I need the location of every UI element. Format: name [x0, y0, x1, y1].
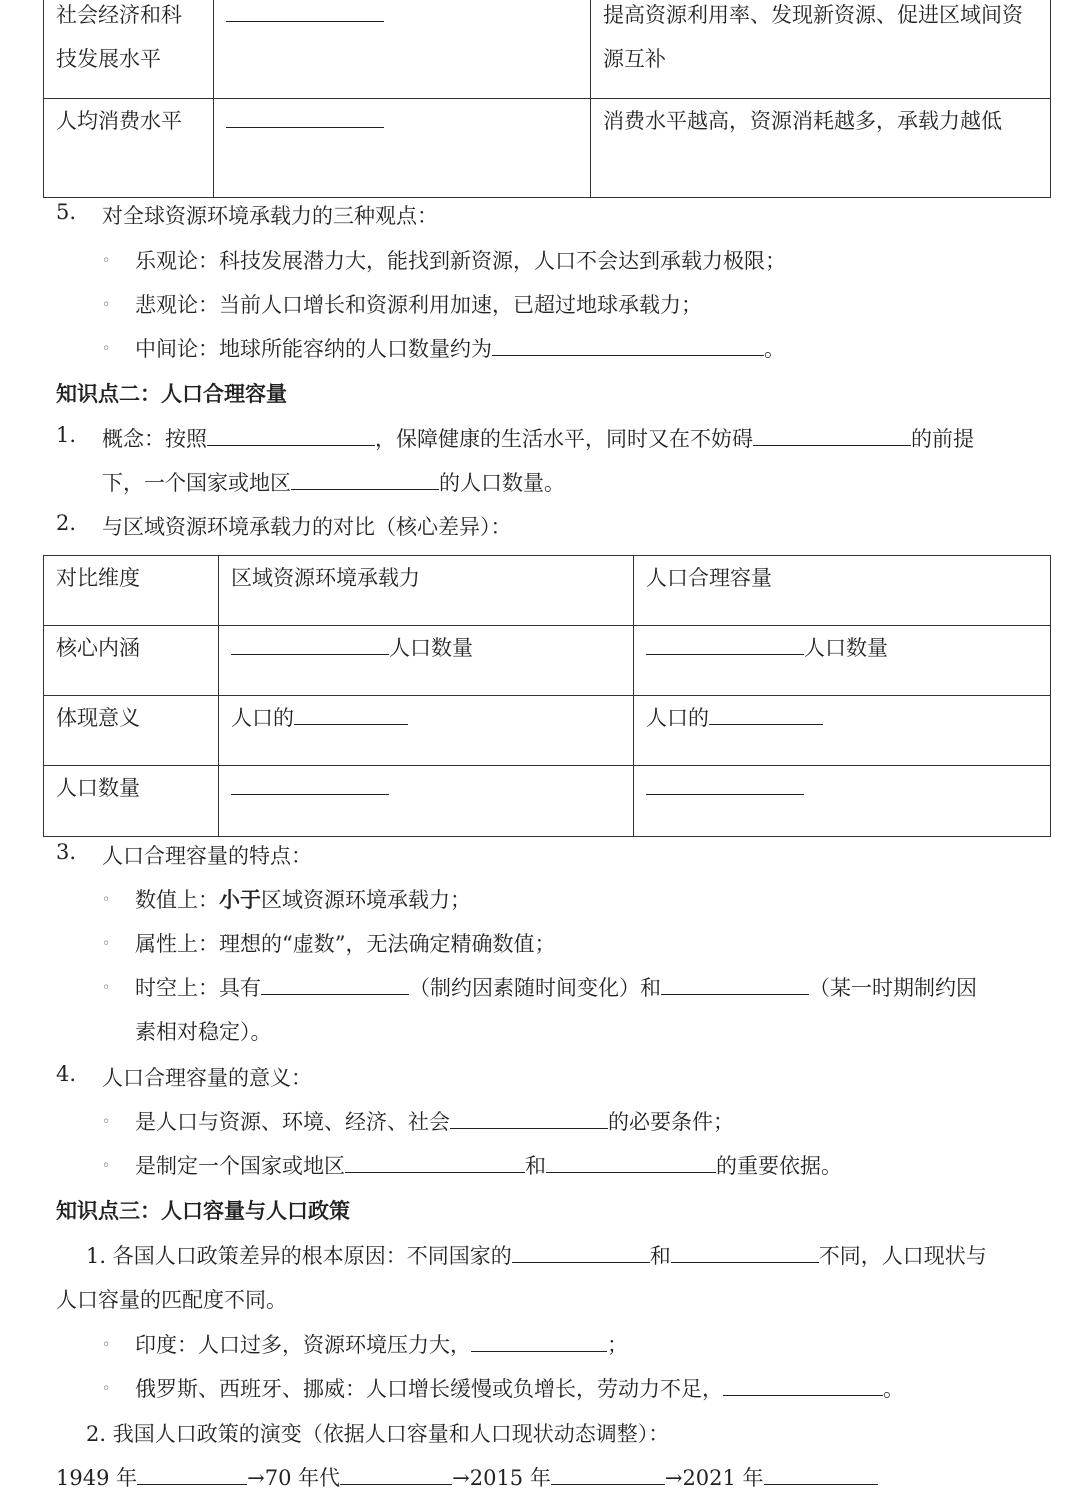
answer-blank[interactable] — [646, 774, 804, 795]
answer-blank[interactable] — [753, 425, 911, 446]
table-row — [44, 0, 1051, 99]
table-row — [44, 626, 1051, 696]
section-5-number: 5. — [56, 200, 77, 224]
answer-blank[interactable] — [450, 1108, 608, 1129]
item-number: 4. — [56, 1062, 77, 1086]
table-header: 人口合理容量 — [634, 556, 1051, 626]
table-header: 区域资源环境承载力 — [219, 556, 634, 626]
feature-attribute: 属性上：理想的“虚数”，无法确定精确数值； — [135, 932, 556, 956]
section-5-title: 对全球资源环境承载力的三种观点： — [102, 204, 438, 228]
feature-spacetime-cont: 素相对稳定）。 — [135, 1020, 272, 1044]
answer-blank[interactable] — [546, 1152, 716, 1173]
answer-blank[interactable] — [345, 1152, 525, 1173]
row-label: 人口数量 — [44, 766, 219, 837]
effect-cell: 提高资源利用率、发现新资源、促进区域间资源互补 — [591, 0, 1051, 99]
answer-blank[interactable] — [551, 1464, 665, 1485]
answer-blank[interactable] — [137, 1464, 247, 1485]
table-row — [44, 696, 1051, 766]
answer-blank[interactable] — [764, 1464, 878, 1485]
answer-blank[interactable] — [231, 634, 389, 655]
bullet-icon: ◦ — [102, 1337, 111, 1353]
china-policy-title: 2. 我国人口政策的演变（依据人口容量和人口现状动态调整）： — [86, 1422, 670, 1446]
answer-blank[interactable] — [661, 974, 809, 995]
significance-1: 是人口与资源、环境、经济、社会 的必要条件； — [135, 1110, 734, 1134]
table-cell: 人口的 — [219, 696, 634, 766]
comparison-title: 与区域资源环境承载力的对比（核心差异）： — [102, 515, 512, 539]
answer-blank[interactable] — [261, 974, 409, 995]
answer-blank[interactable] — [492, 335, 764, 356]
bullet-icon: ◦ — [102, 980, 111, 996]
table-cell: 人口数量 — [219, 626, 634, 696]
answer-blank[interactable] — [646, 634, 804, 655]
factor-cell: 社会经济和科技发展水平 — [44, 0, 214, 99]
section-heading: 知识点三：人口容量与人口政策 — [56, 1198, 350, 1223]
bullet-icon: ◦ — [102, 936, 111, 952]
blank-cell — [214, 0, 591, 99]
section-heading: 知识点二：人口合理容量 — [56, 381, 287, 406]
comparison-table — [43, 555, 1051, 837]
bullet-icon: ◦ — [102, 892, 111, 908]
policy-timeline: 1949 年 →70 年代 →2015 年 →2021 年 — [56, 1462, 878, 1492]
india-policy: 印度：人口过多，资源环境压力大， ； — [135, 1333, 628, 1357]
answer-blank[interactable] — [671, 1242, 819, 1263]
effect-cell: 消费水平越高，资源消耗越多，承载力越低 — [591, 99, 1051, 198]
answer-blank[interactable] — [294, 704, 408, 725]
answer-blank[interactable] — [340, 1464, 452, 1485]
concept-line-1: 概念：按照 ，保障健康的生活水平，同时又在不妨碍 的前提 — [102, 427, 974, 451]
bullet-icon: ◦ — [102, 1381, 111, 1397]
bullet-icon: ◦ — [102, 297, 111, 313]
item-number: 3. — [56, 840, 77, 864]
answer-blank[interactable] — [723, 1375, 883, 1396]
answer-blank[interactable] — [226, 107, 384, 128]
feature-value: 数值上：小于区域资源环境承载力； — [135, 887, 471, 912]
row-label: 核心内涵 — [44, 626, 219, 696]
factor-cell: 人均消费水平 — [44, 99, 214, 198]
concept-line-2: 下，一个国家或地区 的人口数量。 — [102, 471, 565, 495]
item-number: 1. — [56, 423, 77, 447]
policy-reason-line-2: 人口容量的匹配度不同。 — [56, 1288, 287, 1312]
table-cell: 人口的 — [634, 696, 1051, 766]
bullet-icon: ◦ — [102, 1158, 111, 1174]
bullet-icon: ◦ — [102, 253, 111, 269]
table-header: 对比维度 — [44, 556, 219, 626]
significance-title: 人口合理容量的意义： — [102, 1066, 312, 1090]
answer-blank[interactable] — [471, 1331, 607, 1352]
factor-table — [43, 0, 1051, 198]
table-cell: 人口数量 — [634, 626, 1051, 696]
policy-reason-line-1: 1. 各国人口政策差异的根本原因：不同国家的 和 不同，人口现状与 — [86, 1244, 987, 1268]
answer-blank[interactable] — [512, 1242, 650, 1263]
row-label: 体现意义 — [44, 696, 219, 766]
table-cell — [219, 766, 634, 837]
answer-blank[interactable] — [291, 469, 439, 490]
table-row — [44, 556, 1051, 626]
answer-blank[interactable] — [226, 1, 384, 22]
answer-blank[interactable] — [207, 425, 375, 446]
bullet-icon: ◦ — [102, 1114, 111, 1130]
answer-blank[interactable] — [709, 704, 823, 725]
europe-policy: 俄罗斯、西班牙、挪威：人口增长缓慢或负增长，劳动力不足， 。 — [135, 1377, 904, 1401]
item-number: 2. — [56, 511, 77, 535]
blank-cell — [214, 99, 591, 198]
answer-blank[interactable] — [231, 774, 389, 795]
table-row — [44, 99, 1051, 198]
feature-spacetime: 时空上：具有 （制约因素随时间变化）和 （某一时期制约因 — [135, 976, 977, 1000]
table-row — [44, 766, 1051, 837]
bullet-icon: ◦ — [102, 341, 111, 357]
pessimist-view: 悲观论：当前人口增长和资源利用加速，已超过地球承载力； — [135, 293, 702, 317]
features-title: 人口合理容量的特点： — [102, 844, 312, 868]
significance-2: 是制定一个国家或地区 和 的重要依据。 — [135, 1154, 842, 1178]
table-cell — [634, 766, 1051, 837]
middle-view: 中间论：地球所能容纳的人口数量约为 。 — [135, 337, 785, 361]
optimist-view: 乐观论：科技发展潜力大，能找到新资源，人口不会达到承载力极限； — [135, 249, 786, 273]
